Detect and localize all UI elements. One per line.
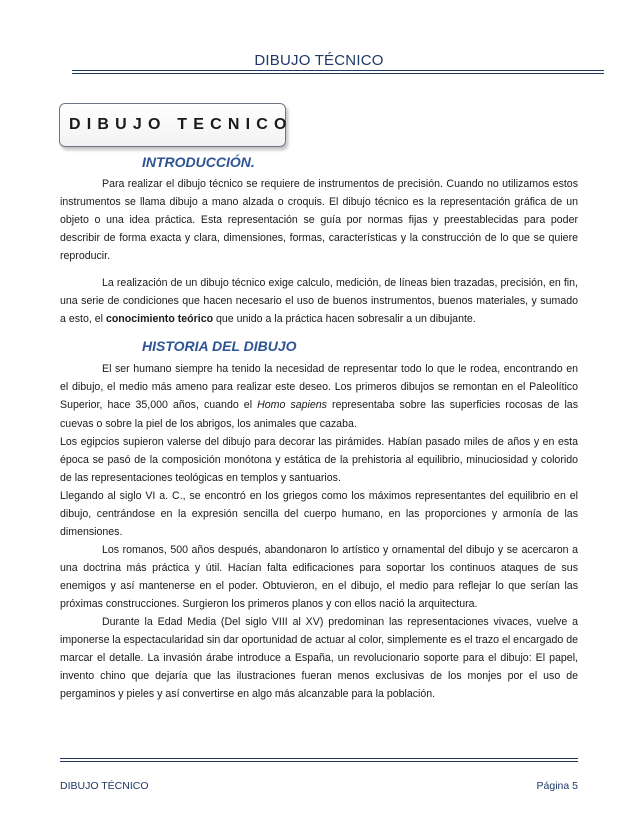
paragraph-text: La realización de un dibujo técnico exige calculo, medición, de líneas bien trazadas, precisión, en fin, una serie de condiciones que hacen necesario el uso de buenos instrumentos, buenos materiales, y sumado a esto, el [60,277,578,326]
page-number: Página 5 [536,780,578,792]
document-body [60,152,578,703]
paragraph-text: representaba sobre las superficies rocosas de las cuevas o sobre la piel de los abrigos, los animales que cazaba. [60,399,578,430]
section-heading-introduccion: INTRODUCCIÓN. [142,154,255,170]
section-heading-historia: HISTORIA DEL DIBUJO [142,338,297,355]
footer-title: DIBUJO TÉCNICO [60,780,149,792]
paragraph-historia-3: Llegando al siglo VI a. C., se encontró en los griegos como los máximos representantes del equilibrio en el dibujo, centrándose en la expresión sencilla del cuerpo humano, en las proporciones y armonía de las dimensiones. [60,489,578,538]
paragraph-intro-2 [60,274,578,328]
bold-term: conocimiento teórico [105,313,214,326]
italic-term: Homo sapiens [257,399,327,412]
paragraph-historia-5: Durante la Edad Media (Del siglo VIII al XV) predominan las representaciones vivaces, vuelve a imponerse la espectacularidad sin dar oportunidad de actuar al color, simplemente es el trazo el encargado de marcar el detalle. La invasión árabe introduce a España, un revolucionario soporte para el dibujo: El papel, invento chino que dejaría que las ilustraciones fueran menos exclusivas de los monjes por el uso de pergaminos y pieles y así convertirse en algo más alcanzable para la población. [60,616,578,701]
paragraph-historia-4: Los romanos, 500 años después, abandonaron lo artístico y ornamental del dibujo y se acercaron a una doctrina más práctica y útil. Hacían falta edificaciones para soportar los continuos ataques de sus enemigos y así mantenerse en el poder. Obtuvieron, en el dibujo, el medio para reflejar lo que serían las próximas construcciones. Surgieron los primeros planos y con ellos nació la arquitectura. [60,543,578,610]
paragraph-text: que unido a la práctica hacen sobresalir a un dibujante. [213,313,476,326]
paragraph-historia-1 [60,360,578,432]
paragraph-text: El ser humano siempre ha tenido la necesidad de representar todo lo que le rodea, encontrando en el dibujo, el medio más ameno para realizar este deseo. Los primeros dibujos se remontan en el Paleolítico Superior, hace 35,000 años, cuando el [60,363,578,412]
paragraph-intro-1: Para realizar el dibujo técnico se requiere de instrumentos de precisión. Cuando no utilizamos estos instrumentos se llama dibujo a mano alzada o croquis. El dibujo técnico es la representación gráfica de un objeto o una idea práctica. Esta representación se guía por normas fijas y preestablecidas para poder describir de forma exacta y clara, dimensiones, formas, características y la construcción de lo que se quiere reproducir. [60,178,578,263]
paragraph-historia-2: Los egipcios supieron valerse del dibujo para decorar las pirámides. Habían pasado miles de años y en esta época se pasó de la composición monótona y estática de la prehistoria al equilibrio, minuciosidad y colorido de las representaciones teológicas en templos y santuarios. [60,435,578,484]
header-rule [72,70,604,74]
main-title-box: DIBUJO TECNICO [59,103,286,147]
footer-rule [60,758,578,762]
running-header-title: DIBUJO TÉCNICO [254,52,384,69]
